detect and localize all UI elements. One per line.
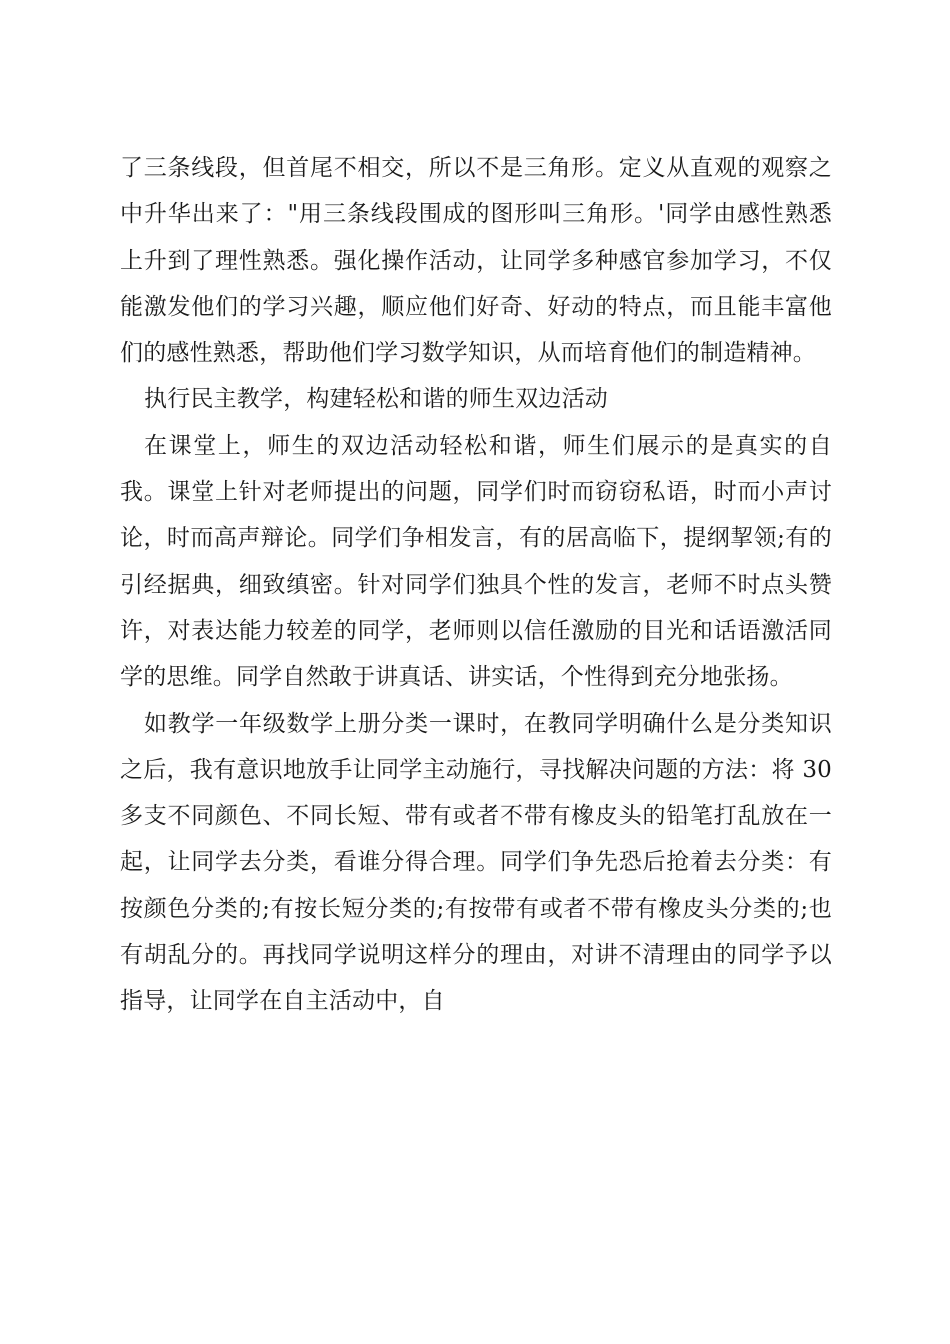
paragraph-example: 如教学一年级数学上册分类一课时，在教同学明确什么是分类知识之后，我有意识地放手让同学主动施行，寻找解决问题的方法：将 30 多支不同颜色、不同长短、带有或者不带有橡皮头的铅笔打乱放在一起，让同学去分类，看谁分得合理。同学们争先恐后抢着去分类：有按颜色分类的;有按长短分类的;有按带有或者不带有橡皮头分类的;也有胡乱分的。再找同学说明这样分的理由，对讲不清理由的同学予以指导，让同学在自主活动中，自 bbox=[120, 710, 832, 1015]
section-heading: 执行民主教学，构建轻松和谐的师生双边活动 bbox=[144, 386, 608, 413]
document-body bbox=[120, 145, 832, 1025]
paragraph-continuation: 了三条线段，但首尾不相交，所以不是三角形。定义从直观的观察之中升华出来了："用三条线段围成的图形叫三角形。'同学由感性熟悉上升到了理性熟悉。强化操作活动，让同学多种感官参加学习，不仅能激发他们的学习兴趣，顺应他们好奇、好动的特点，而且能丰富他们的感性熟悉，帮助他们学习数学知识，从而培育他们的制造精神。 bbox=[120, 155, 832, 367]
paragraph-classroom: 在课堂上，师生的双边活动轻松和谐，师生们展示的是真实的自我。课堂上针对老师提出的问题，同学们时而窃窃私语，时而小声讨论，时而高声辩论。同学们争相发言，有的居高临下，提纲挈领;有的引经据典，细致缜密。针对同学们独具个性的发言，老师不时点头赞许，对表达能力较差的同学，老师则以信任激励的目光和话语激活同学的思维。同学自然敢于讲真话、讲实话，个性得到充分地张扬。 bbox=[120, 432, 832, 691]
